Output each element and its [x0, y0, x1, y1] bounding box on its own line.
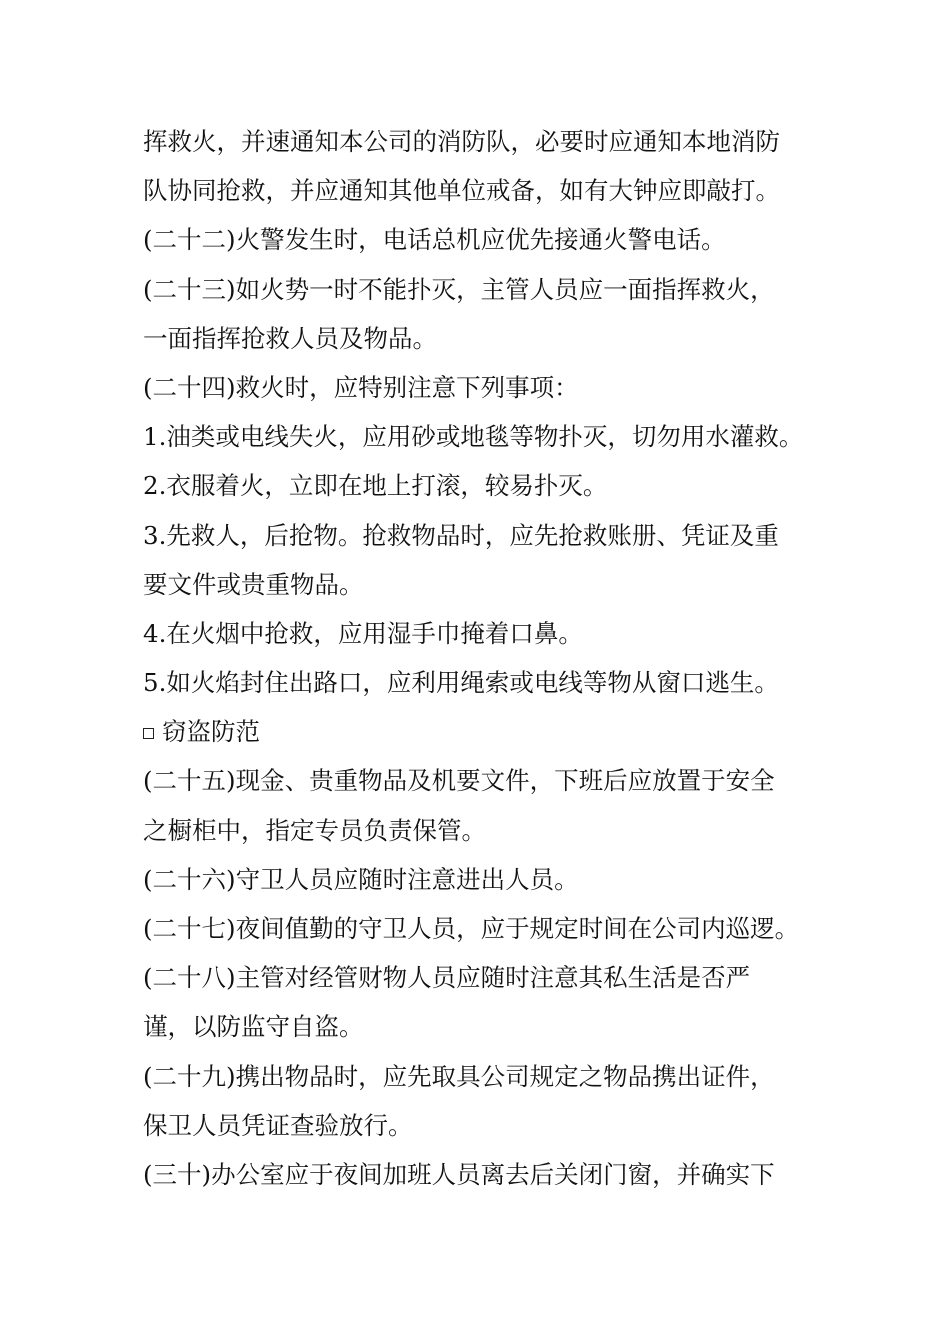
- text-line: (二十二)火警发生时，电话总机应优先接通火警电话。: [143, 225, 726, 255]
- text-line: (二十八)主管对经管财物人员应随时注意其私生活是否严: [143, 963, 751, 993]
- text-line: (三十)办公室应于夜间加班人员离去后关闭门窗，并确实下: [143, 1159, 775, 1189]
- text-line: (二十三)如火势一时不能扑灭，主管人员应一面指挥救火，: [143, 274, 775, 304]
- text-line: 谨，以防监守自盗。: [143, 1012, 364, 1042]
- text-line: 队协同抢救，并应通知其他单位戒备，如有大钟应即敲打。: [143, 176, 780, 206]
- text-line: (二十七)夜间值勤的守卫人员，应于规定时间在公司内巡逻。: [143, 914, 800, 943]
- text-line: 1.油类或电线失火，应用砂或地毯等物扑灭，切勿用水灌救。: [143, 422, 804, 452]
- text-line: 5.如火焰封住出路口，应利用绳索或电线等物从窗口逃生。: [143, 668, 779, 698]
- text-line: 挥救火，并速通知本公司的消防队，必要时应通知本地消防: [143, 127, 780, 156]
- text-line: (二十五)现金、贵重物品及机要文件，下班后应放置于安全: [143, 766, 775, 796]
- text-line: 3.先救人，后抢物。抢救物品时，应先抢救账册、凭证及重: [143, 520, 779, 550]
- document-body: [143, 117, 815, 1199]
- text-line: 要文件或贵重物品。: [143, 569, 364, 599]
- section-heading: [143, 707, 815, 756]
- text-line: 之橱柜中，指定专员负责保管。: [143, 815, 486, 845]
- text-line: (二十四)救火时，应特别注意下列事项：: [143, 372, 579, 402]
- square-bullet-icon: [143, 728, 154, 739]
- section-heading-text: 窃盗防范: [162, 717, 260, 747]
- text-line: 4.在火烟中抢救，应用湿手巾掩着口鼻。: [143, 618, 583, 648]
- text-line: 保卫人员凭证查验放行。: [143, 1110, 413, 1140]
- text-line: (二十九)携出物品时，应先取具公司规定之物品携出证件，: [143, 1061, 775, 1091]
- text-line: 2.衣服着火，立即在地上打滚，较易扑灭。: [143, 471, 608, 501]
- text-line: (二十六)守卫人员应随时注意进出人员。: [143, 864, 579, 894]
- text-line: 一面指挥抢救人员及物品。: [143, 323, 437, 353]
